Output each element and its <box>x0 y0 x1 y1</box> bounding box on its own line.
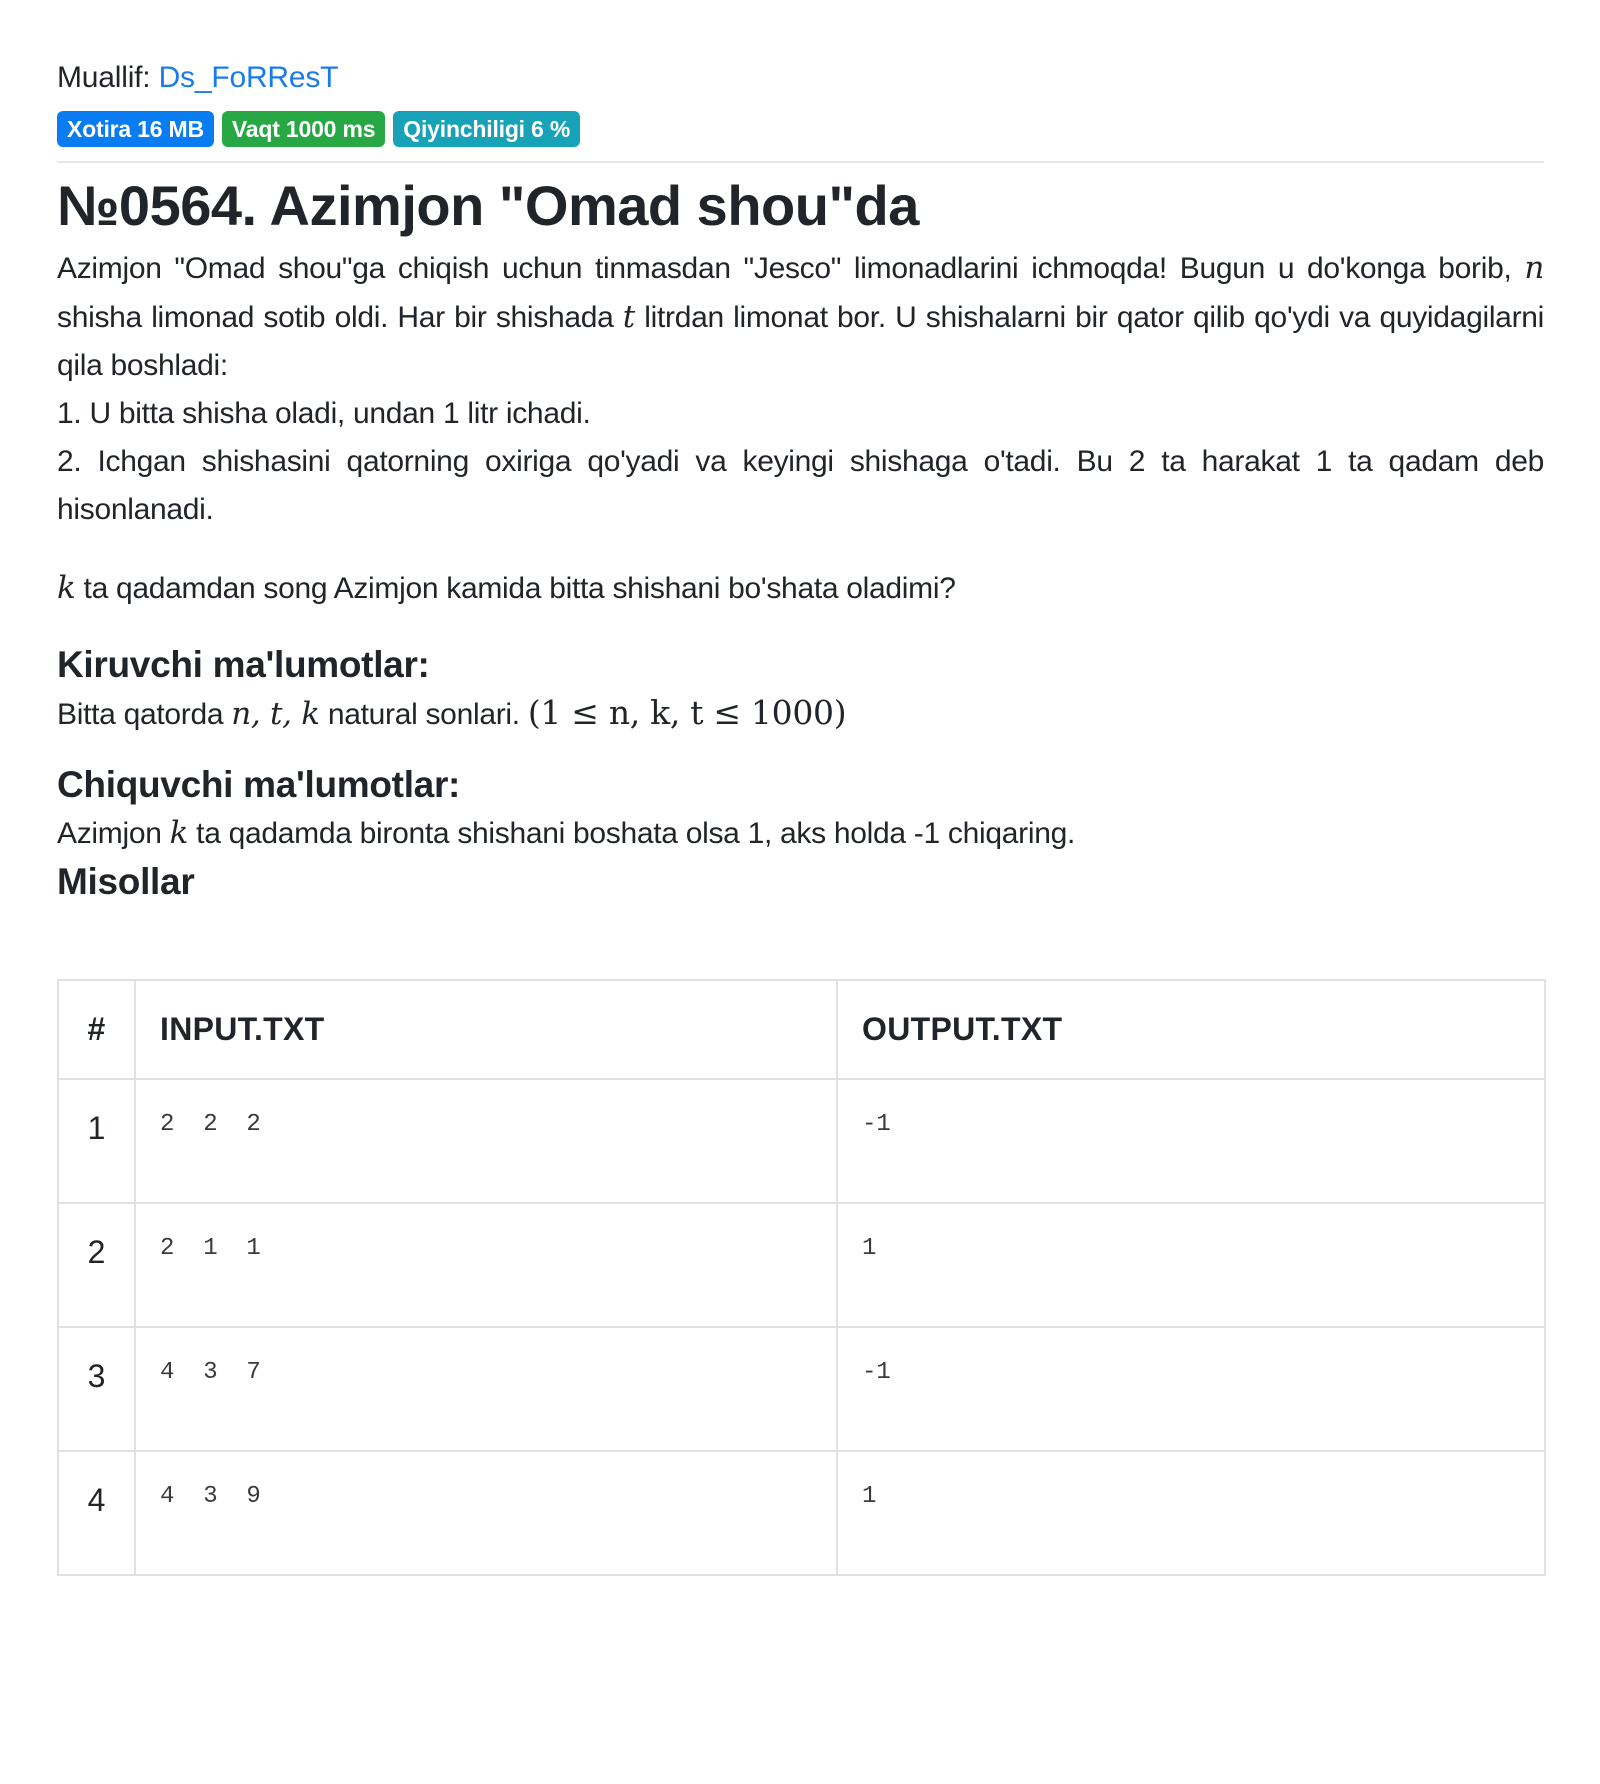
output-heading: Chiquvchi ma'lumotlar: <box>57 764 461 805</box>
problem-title: №0564. Azimjon "Omad shou"da <box>57 174 919 237</box>
example-output: 1 <box>837 1203 1545 1327</box>
statement-paragraph <box>57 244 1544 390</box>
problem-statement <box>57 244 1544 613</box>
output-text: Azimjon <box>57 817 170 850</box>
math-var-k: k <box>57 570 76 606</box>
example-number: 4 <box>58 1451 135 1575</box>
example-input: 4 3 9 <box>135 1451 837 1575</box>
statement-text: shisha limonad sotib oldi. Har bir shishada <box>57 301 623 334</box>
output-description <box>57 809 1544 858</box>
math-vars: n, t, k <box>231 696 320 732</box>
column-header-output: OUTPUT.TXT <box>837 980 1545 1079</box>
example-number: 1 <box>58 1079 135 1203</box>
table-row <box>58 1327 1545 1451</box>
problem-page <box>57 56 1544 906</box>
example-number: 2 <box>58 1203 135 1327</box>
step-2: 2. Ichgan shishasini qatorning oxiriga qo'yadi va keyingi shishaga o'tadi. Bu 2 ta harakat 1 ta qadam deb hisonlanadi. <box>57 445 1544 526</box>
table-row <box>58 1079 1545 1203</box>
input-text: natural sonlari. <box>319 698 528 731</box>
statement-text: litrdan limonat bor. U shishalarni bir qator qilib qo'ydi va quyidagilarni qila boshladi: <box>57 301 1545 382</box>
example-output: -1 <box>837 1079 1545 1203</box>
time-limit-badge: Vaqt 1000 ms <box>222 111 385 147</box>
math-var-k: k <box>169 815 189 851</box>
column-header-number: # <box>58 980 135 1079</box>
math-var-t: t <box>622 299 635 335</box>
table-header-row <box>58 980 1545 1079</box>
author-line <box>57 56 1544 100</box>
example-input: 2 1 1 <box>135 1203 837 1327</box>
column-header-input: INPUT.TXT <box>135 980 837 1079</box>
example-input: 2 2 2 <box>135 1079 837 1203</box>
output-text: ta qadamda bironta shishani boshata olsa 1, aks holda -1 chiqaring. <box>188 817 1075 850</box>
divider <box>57 161 1544 163</box>
statement-text: Azimjon "Omad shou"ga chiqish uchun tinmasdan "Jesco" limonadlarini ichmoqda! Bugun u do'konga borib, <box>57 252 1525 285</box>
example-input: 4 3 7 <box>135 1327 837 1451</box>
problem-badges <box>57 111 1544 147</box>
step-1: 1. U bitta shisha oladi, undan 1 litr ichadi. <box>57 397 591 430</box>
spacer <box>57 534 1544 564</box>
example-output: -1 <box>837 1327 1545 1451</box>
math-constraint: (1 ≤ n, k, t ≤ 1000) <box>527 693 847 732</box>
input-text: Bitta qatorda <box>57 698 232 731</box>
examples-heading: Misollar <box>57 861 195 902</box>
table-row <box>58 1203 1545 1327</box>
example-number: 3 <box>58 1327 135 1451</box>
author-label: Muallif: <box>57 61 151 94</box>
spacer <box>57 739 1544 761</box>
input-heading: Kiruvchi ma'lumotlar: <box>57 644 430 685</box>
math-var-n: n <box>1524 250 1544 286</box>
question-text: ta qadamdan song Azimjon kamida bitta shishani bo'shata oladimi? <box>75 572 956 605</box>
example-output: 1 <box>837 1451 1545 1575</box>
question-line <box>57 564 1544 613</box>
difficulty-badge: Qiyinchiligi 6 % <box>393 111 580 147</box>
input-description <box>57 689 1544 739</box>
table-row <box>58 1451 1545 1575</box>
spacer <box>57 613 1544 641</box>
author-link[interactable]: Ds_FoRResT <box>158 61 339 94</box>
memory-limit-badge: Xotira 16 MB <box>57 111 214 147</box>
examples-table <box>57 979 1546 1576</box>
